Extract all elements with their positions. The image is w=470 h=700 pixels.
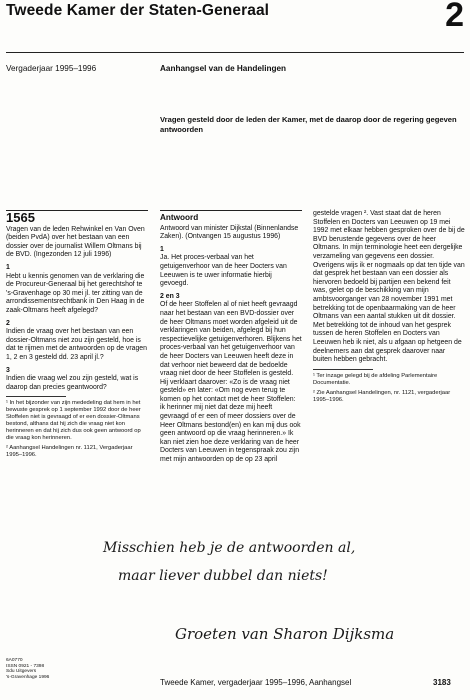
question-1-text: Hebt u kennis genomen van de verklaring die de Procureur-Generaal bij het gerechtshof te 's-Gravenhage op 30 mei jl. ter zitting van de arrondissementsrechtbank in Den Haag in de zaak-Oltmans heeft afgelegd? — [6, 272, 145, 314]
handwritten-signature: Groeten van Sharon Dijksma — [175, 625, 395, 643]
question-number: 1565 — [6, 210, 35, 225]
answer-footnote-1: ¹ Ter inzage gelegd bij de afdeling Parlementaire Documentatie. — [313, 372, 438, 386]
question-2-text: Indien de vraag over het bestaan van een dossier-Oltmans niet zou zijn gesteld, hoe is dat te rijmen met de antwoorden op de vragen 1, 2 en 3 gesteld dd. 23 april jl.? — [6, 328, 147, 361]
answer-23-text: Of de heer Stoffelen al of niet heeft gevraagd naar het bestaan van een BVD-dossier over de heer Oltmans moet worden afgeleid uit de verklaringen van beiden, afgelegd bij hun respectievelijke getuigenverhoren. Blijkens het proces-verbaal van het getuigenverhoor van de heer Docters van Leeuwen heeft deze in dat verhoor niet beweerd dat de bedoelde vraag niet door de heer Stoffelen is gesteld. Hij verklaart daarover: «Zo is de vraag niet gesteld» en later: «Om nog even terug te komen op het contact met de heer Stoffelen: ik herinner mij niet dat deze mij heeft gevraagd of er een of meer dossiers over de Heer Oltmans bestond(en) en kan mij dus ook geen antwoord op die vraag herinneren.» Ik kan niet zien hoe deze verklaring van de heer Docters van Leeuwen in tegenspraak zou zijn met mijn antwoorden op de op 23 april — [160, 301, 302, 464]
footnote-rule — [6, 396, 66, 397]
imprint-city-year: 's-Gravenhage 1996 — [6, 674, 50, 680]
imprint-issn: ISSN 0921 - 7398 — [6, 663, 45, 669]
imprint-code: 6A0770 — [6, 658, 23, 663]
answer-23-number: 2 en 3 — [160, 292, 180, 300]
annex-title: Aanhangsel van de Handelingen — [160, 64, 287, 73]
answer-column — [160, 210, 302, 469]
question-2-number: 2 — [6, 319, 10, 327]
answer-1-number: 1 — [160, 245, 164, 253]
question-footnote-1: ¹ In het bijzonder van zijn mededeling dat hem in het bewuste gesprek op 1 september 1992 door de heer Stoffelen niet is gevraagd of er een dossier-Oltmans bestond, althans dat hij zich die vraag niet kon herinneren en dat hij zich dus ook geen antwoord op die vraag kon herinneren. — [6, 400, 141, 442]
answer-rule — [160, 210, 302, 211]
intro-heading: Vragen gesteld door de leden der Kamer, met de daarop door de regering gegeven antwoorden — [160, 115, 457, 134]
footer-text: Tweede Kamer, vergaderjaar 1995–1996, Aanhangsel — [160, 678, 352, 687]
question-column — [6, 210, 148, 462]
question-3-text: Indien die vraag wel zou zijn gesteld, wat is daarop dan precies geantwoord? — [6, 375, 139, 391]
session-year: Vergaderjaar 1995–1996 — [6, 64, 97, 73]
question-1-number: 1 — [6, 263, 10, 271]
answer-intro: Antwoord van minister Dijkstal (Binnenlandse Zaken). (Ontvangen 15 augustus 1996) — [160, 224, 299, 241]
answer-1-text: Ja. Het proces-verbaal van het getuigenverhoor van de heer Docters van Leeuwen is te uwer informatie hierbij gevoegd. — [160, 254, 287, 288]
masthead-title: Tweede Kamer der Staten-Generaal — [6, 2, 270, 19]
answer-footnote-2: ² Zie Aanhangsel Handelingen, nr. 1121, vergaderjaar 1995–1996. — [313, 389, 451, 403]
answer-heading: Antwoord — [160, 213, 199, 222]
handwritten-note-line-2: maar liever dubbel dan niets! — [118, 568, 328, 584]
answer-footnote-rule — [313, 369, 373, 370]
issue-number: 2 — [445, 0, 464, 34]
question-heading: Vragen van de leden Rehwinkel en Van Oven (beiden PvdA) over het bestaan van een dossier over de journalist Willem Oltmans bij de BVD. (Ingezonden 12 juli 1996) — [6, 225, 145, 259]
answer-continued-text: gestelde vragen ². Vast staat dat de heren Stoffelen en Docters van Leeuwen op 19 mei 1992 met elkaar hebben gesproken over de bij de BVD berustende gegevens over de heer Oltmans. In mijn terminologie heet een dergelijke verzameling van gegevens een dossier. Overigens wijs ik er nogmaals op dat ten tijde van dat gesprek het bestaan van een dossier als hiervoren bedoeld bij partijen een bekend feit was, gelet op de beschikking van mijn ambtsvoorganger van 28 november 1991 met betrekking tot de openbaarmaking van de heer Oltmans van een aantal stukken uit dit dossier. Met betrekking tot de inhoud van het gesprek tussen de heren Stoffelen en Docters van Leeuwen heb ik niet, als u afgaan op hetgeen de deelnemers aan dat gesprek daarover naar buiten hebben gebracht. — [313, 210, 465, 364]
publisher-imprint — [6, 658, 49, 680]
page-number: 3183 — [433, 678, 451, 687]
question-footnote-2: ² Aanhangsel Handelingen nr. 1121, Vergaderjaar 1995–1996. — [6, 445, 133, 459]
question-3-number: 3 — [6, 366, 10, 374]
handwritten-note-line-1: Misschien heb je de antwoorden al, — [103, 540, 356, 556]
imprint-publisher: Sdu Uitgevers — [6, 669, 37, 674]
answer-continued-column — [313, 210, 465, 407]
header-rule — [6, 52, 464, 53]
